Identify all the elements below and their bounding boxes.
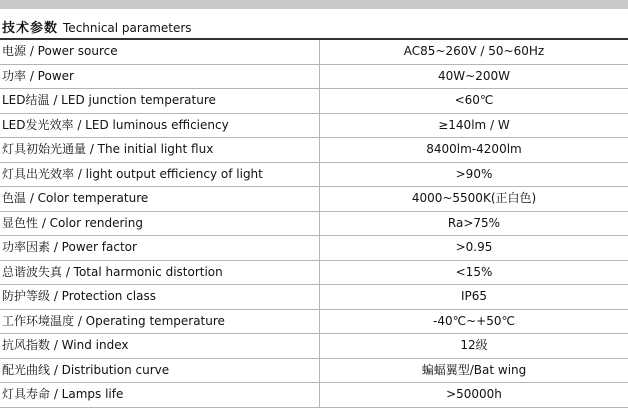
parameter-value: ≥140lm / W [438, 117, 510, 132]
table-row [0, 89, 628, 114]
parameter-label: 色温 / Color temperature [0, 187, 320, 211]
section-heading [2, 17, 192, 37]
table-row [0, 236, 628, 261]
table-row [0, 65, 628, 90]
table-row [0, 187, 628, 212]
table-row [0, 383, 628, 408]
parameter-value: IP65 [460, 289, 488, 303]
table-row [0, 212, 628, 237]
parameter-value: Ra>75% [447, 215, 501, 230]
parameter-value: <15% [455, 264, 493, 279]
parameter-label: 工作环境温度 / Operating temperature [0, 310, 320, 334]
parameter-label: 防护等级 / Protection class [0, 285, 320, 309]
parameter-label: 抗风指数 / Wind index [0, 334, 320, 358]
parameter-value: >50000h [446, 387, 502, 401]
parameter-value: AC85~260V / 50~60Hz [403, 44, 545, 58]
parameter-label: 灯具寿命 / Lamps life [0, 383, 320, 407]
parameter-label: 配光曲线 / Distribution curve [0, 359, 320, 383]
parameter-value: >0.95 [455, 240, 493, 254]
table-row [0, 138, 628, 163]
parameter-value: 蝙蝠翼型/Bat wing [421, 362, 527, 377]
table-row [0, 285, 628, 310]
table-row [0, 261, 628, 286]
parameter-label: 显色性 / Color rendering [0, 212, 320, 236]
parameter-value: -40℃~+50℃ [433, 313, 515, 328]
parameter-label: LED结温 / LED junction temperature [0, 89, 320, 113]
heading-english: Technical parameters [63, 21, 192, 35]
table-row [0, 114, 628, 139]
parameter-value: 12级 [460, 338, 488, 352]
table-row [0, 359, 628, 384]
technical-parameters-table [0, 38, 628, 408]
table-row [0, 334, 628, 359]
parameter-value: >90% [455, 166, 493, 181]
table-row [0, 40, 628, 65]
heading-chinese: 技术参数 [2, 21, 59, 36]
parameter-value: 8400lm-4200lm [426, 142, 522, 156]
parameter-label: 灯具出光效率 / light output efficiency of light [0, 163, 320, 187]
parameter-label: 总谐波失真 / Total harmonic distortion [0, 261, 320, 285]
parameter-label: 功率因素 / Power factor [0, 236, 320, 260]
parameter-label: LED发光效率 / LED luminous efficiency [0, 114, 320, 138]
parameter-label: 电源 / Power source [0, 40, 320, 64]
table-row [0, 310, 628, 335]
table-row [0, 163, 628, 188]
parameter-value: 40W~200W [438, 68, 510, 83]
parameter-label: 功率 / Power [0, 65, 320, 89]
header-band [0, 0, 628, 9]
parameter-value: 4000~5500K(正白色) [411, 191, 537, 205]
parameter-label: 灯具初始光通量 / The initial light flux [0, 138, 320, 162]
parameter-value: <60℃ [454, 93, 494, 107]
